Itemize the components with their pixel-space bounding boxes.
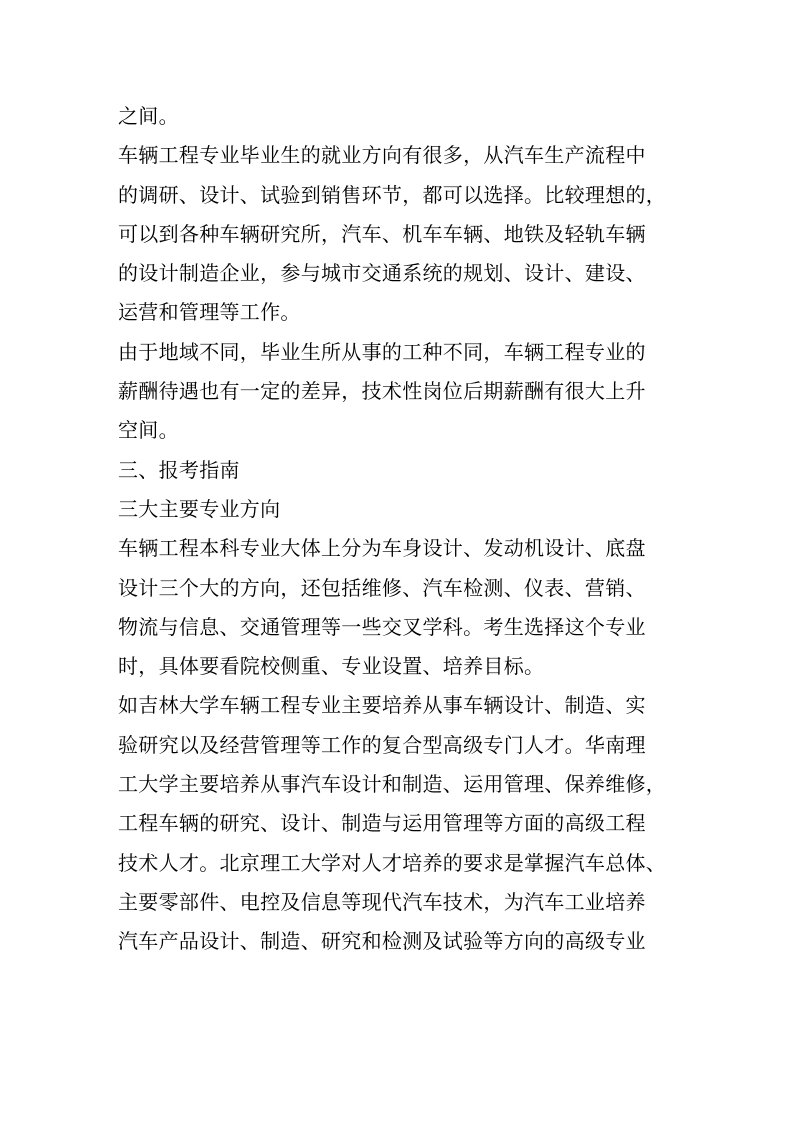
text-line: 的调研、设计、试验到销售环节，都可以选择。比较理想的， bbox=[118, 182, 667, 207]
text-line: 主要零部件、电控及信息等现代汽车技术，为汽车工业培养 bbox=[118, 889, 646, 914]
text-line: 由于地域不同，毕业生所从事的工种不同，车辆工程专业的 bbox=[118, 339, 646, 364]
text-line: 薪酬待遇也有一定的差异，技术性岗位后期薪酬有很大上升 bbox=[118, 379, 646, 404]
text-line: 车辆工程本科专业大体上分为车身设计、发动机设计、底盘 bbox=[118, 536, 646, 561]
text-line: 技术人才。北京理工大学对人才培养的要求是掌握汽车总体、 bbox=[118, 850, 667, 875]
text-line: 车辆工程专业毕业生的就业方向有很多，从汽车生产流程中 bbox=[118, 143, 646, 168]
text-line: 工程车辆的研究、设计、制造与运用管理等方面的高级工程 bbox=[118, 811, 646, 836]
text-line: 如吉林大学车辆工程专业主要培养从事车辆设计、制造、实 bbox=[118, 693, 646, 718]
text-line: 物流与信息、交通管理等一些交叉学科。考生选择这个专业 bbox=[118, 614, 646, 639]
text-line: 验研究以及经营管理等工作的复合型高级专门人才。华南理 bbox=[118, 732, 646, 757]
text-line: 时，具体要看院校侧重、专业设置、培养目标。 bbox=[118, 654, 545, 679]
text-line: 可以到各种车辆研究所，汽车、机车车辆、地铁及轻轨车辆 bbox=[118, 221, 646, 246]
text-line: 设计三个大的方向，还包括维修、汽车检测、仪表、营销、 bbox=[118, 575, 646, 600]
text-line: 工大学主要培养从事汽车设计和制造、运用管理、保养维修， bbox=[118, 772, 667, 797]
text-line: 之间。 bbox=[118, 104, 179, 128]
text-line: 空间。 bbox=[118, 418, 179, 443]
text-line: 运营和管理等工作。 bbox=[118, 300, 301, 325]
text-line: 汽车产品设计、制造、研究和检测及试验等方向的高级专业 bbox=[118, 929, 646, 954]
section-heading: 三、报考指南 bbox=[118, 457, 240, 482]
document-body bbox=[118, 97, 684, 962]
text-line: 的设计制造企业，参与城市交通系统的规划、设计、建设、 bbox=[118, 261, 646, 286]
subsection-heading: 三大主要专业方向 bbox=[118, 496, 281, 521]
